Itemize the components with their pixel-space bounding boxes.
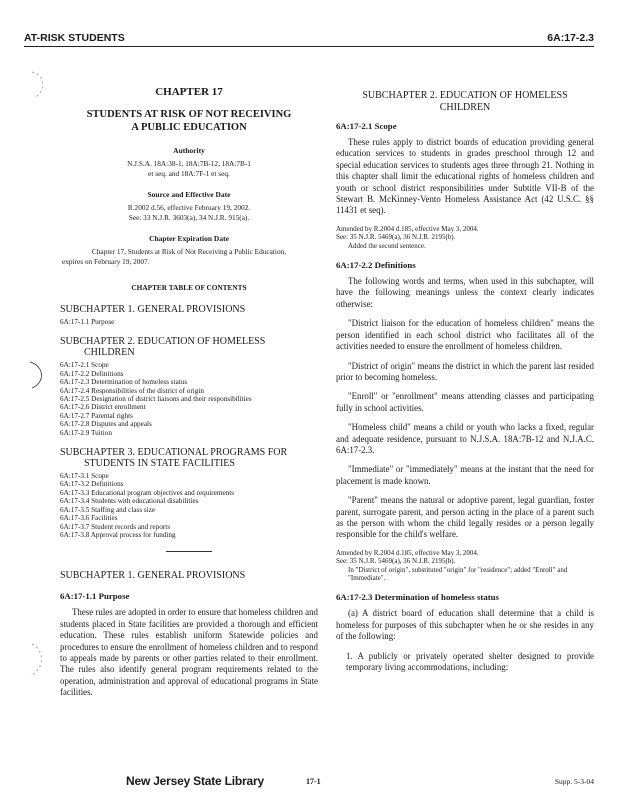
supplement-date: Supp. 5-3-04 — [554, 777, 594, 786]
definitions-list — [336, 318, 594, 541]
toc-subchapter-2-list — [60, 361, 318, 437]
library-watermark: New Jersey State Library — [126, 774, 264, 788]
subchapter-2-heading-line: CHILDREN — [439, 101, 491, 113]
page-number: 17-1 — [306, 777, 321, 786]
toc-entry[interactable]: 6A:17-3.6 Facilities — [60, 514, 118, 523]
toc-entry[interactable]: 6A:17-2.7 Parental rights — [60, 411, 133, 420]
toc-entry[interactable]: 6A:17-2.2 Definitions — [60, 369, 124, 378]
toc-entry[interactable]: 6A:17-3.2 Definitions — [60, 480, 124, 489]
page-footer — [24, 774, 594, 790]
history-note-line: See: 35 N.J.R. 5469(a), 36 N.J.R. 2195(b). — [336, 233, 456, 242]
toc-subchapter-1-title: SUBCHAPTER 1. GENERAL PROVISIONS — [60, 304, 246, 315]
running-header-title: AT-RISK STUDENTS — [24, 32, 125, 44]
left-column — [60, 76, 318, 707]
binder-hole-mark — [26, 358, 52, 390]
section-2-2-intro: The following words and terms, when used in this subchapter, will have the following meanings unless the context clearly indicates otherwise: — [336, 276, 594, 309]
toc-entry[interactable]: 6A:17-3.1 Scope — [60, 472, 109, 481]
source-text — [60, 203, 318, 223]
authority-line: N.J.S.A. 18A:38-1, 18A:7B-12, 18A:7B-1 — [127, 159, 251, 168]
toc-entry[interactable]: 6A:17-2.3 Determination of homeless status — [60, 378, 188, 387]
section-2-1-text: These rules apply to district boards of education providing general education services to students in grades preschool through 12 and special education services to students ages three through 21. Nothing in this chapter shall limit the educational rights of homeless children and youth or school district responsibilities under Subtitle VII-B of the Stewart B. McKinney-Vento Homeless Assistance Act (42 U.S.C. §§ 11431 et seq). — [336, 137, 594, 216]
authority-line: et seq. and 18A:7F-1 et seq. — [148, 169, 230, 178]
section-2-3-text: (a) A district board of education shall determine that a child is homeless for purposes of this subchapter when he or she resides in any of the following: — [336, 608, 594, 642]
source-line: See: 33 N.J.R. 3603(a), 34 N.J.R. 915(a). — [128, 213, 250, 222]
section-1-1-text: These rules are adopted in order to ensure that homeless children and students placed in State facilities are provided a thorough and efficient education. These rules establish uniform Statewide policies and procedures to ensure the enrollment of homeless children and to respond to appeals made by parents or other parties related to their enrollment. The rules also identify general program requirements related to the operation, administration and approval of educational programs in State facilities. — [60, 607, 318, 698]
toc-subchapter-2-title-line: CHILDREN — [84, 347, 135, 359]
running-header — [24, 30, 594, 47]
definition: "District of origin" means the district in which the parent last resided prior to becoming homeless. — [336, 360, 594, 382]
toc-entry[interactable]: 6A:17-3.7 Student records and reports — [60, 522, 170, 531]
toc-subchapter-3-title-line: SUBCHAPTER 3. EDUCATIONAL PROGRAMS FOR — [60, 447, 288, 459]
authority-text — [60, 159, 318, 179]
section-2-3-item-1: 1. A publicly or privately operated shelter designed to provide temporary living accommodations, including: — [346, 650, 594, 673]
history-note-line: In "District of origin", substituted "origin" for "residence"; added "Enroll" and "Immediate". — [348, 565, 568, 582]
toc-entry[interactable]: 6A:17-3.5 Staffing and class size — [60, 505, 156, 514]
toc-entry[interactable]: 6A:17-2.8 Disputes and appeals — [60, 420, 152, 429]
section-2-2-heading: 6A:17-2.2 Definitions — [336, 260, 416, 271]
expiration-text — [60, 247, 318, 267]
expiration-heading: Chapter Expiration Date — [149, 234, 229, 243]
chapter-title — [60, 108, 318, 134]
toc-entry[interactable]: 6A:17-3.4 Students with educational disabilities — [60, 497, 199, 506]
toc-entry[interactable]: 6A:17-3.8 Approval process for funding — [60, 530, 176, 539]
running-header-section: 6A:17-2.3 — [547, 32, 594, 44]
toc-entry[interactable]: 6A:17-3.3 Educational program objectives and requirements — [60, 488, 235, 497]
toc-entry[interactable]: 6A:17-2.6 District enrollment — [60, 403, 146, 412]
toc-heading: CHAPTER TABLE OF CONTENTS — [131, 283, 247, 292]
toc-subchapter-3-title-line: STUDENTS IN STATE FACILITIES — [84, 458, 235, 470]
definition: "District liaison for the education of homeless children" means the person identified in each school district who facilitates all of the activities needed to ensure the enrollment of homeless children. — [336, 318, 594, 352]
toc-subchapter-3-list — [60, 472, 318, 539]
source-heading: Source and Effective Date — [147, 190, 231, 199]
history-note-line: Amended by R.2004 d.185, effective May 3, 2004. — [336, 548, 479, 557]
history-note-line: See: 35 N.J.R. 5469(a), 36 N.J.R. 2195(b). — [336, 557, 456, 566]
toc-entry[interactable]: 6A:17-2.1 Scope — [60, 361, 109, 370]
definition: "Enroll" or "enrollment" means attending classes and participating fully in school activities. — [336, 391, 594, 413]
toc-subchapter-2-title — [60, 336, 318, 358]
section-divider — [166, 551, 212, 552]
subchapter-2-heading — [336, 90, 594, 113]
chapter-title-line: STUDENTS AT RISK OF NOT RECEIVING — [86, 109, 292, 120]
toc-entry[interactable]: 6A:17-2.5 Designation of district liaisons and their responsibilities — [60, 395, 252, 404]
section-2-1-heading: 6A:17-2.1 Scope — [336, 121, 397, 131]
toc-subchapter-1-list — [60, 318, 318, 326]
chapter-title-line: A PUBLIC EDUCATION — [131, 122, 247, 133]
chapter-number: CHAPTER 17 — [155, 86, 223, 98]
toc-subchapter-2-title-line: SUBCHAPTER 2. EDUCATION OF HOMELESS — [60, 336, 266, 348]
definition: "Homeless child" means a child or youth who lacks a fixed, regular and adequate residence, pursuant to N.J.S.A. 18A:7B-12 and N.J.A.C. 6A:17-2.3. — [336, 422, 594, 455]
history-note-line: Amended by R.2004 d.185, effective May 3, 2004. — [336, 224, 479, 233]
authority-heading: Authority — [173, 146, 205, 155]
history-note-line: Added the second sentence. — [348, 241, 426, 250]
section-2-1-history-note — [336, 225, 594, 250]
toc-entry[interactable]: 6A:17-2.4 Responsibilities of the district of origin — [60, 386, 204, 395]
toc-entry[interactable]: 6A:17-2.9 Tuition — [60, 428, 112, 437]
section-2-3-heading: 6A:17-2.3 Determination of homeless status — [336, 592, 499, 603]
section-2-2-history-note — [336, 549, 594, 583]
definition: "Immediate" or "immediately" means at the instant that the need for placement is made known. — [336, 464, 594, 486]
source-line: R.2002 d.56, effective February 19, 2002. — [127, 203, 251, 212]
expiration-line: Chapter 17, Students at Risk of Not Receiving a Public Education, — [91, 247, 287, 256]
binder-hole-mark — [28, 70, 52, 100]
toc-subchapter-3-title — [60, 447, 318, 469]
subchapter-2-heading-line: SUBCHAPTER 2. EDUCATION OF HOMELESS — [362, 90, 568, 101]
expiration-line: expires on February 19, 2007. — [62, 257, 150, 266]
binder-hole-mark — [26, 642, 52, 678]
toc-entry[interactable]: 6A:17-1.1 Purpose — [60, 318, 115, 326]
section-1-1-heading: 6A:17-1.1 Purpose — [60, 591, 130, 602]
definition: "Parent" means the natural or adoptive parent, legal guardian, foster parent, surrogate parent, and person acting in the place of a parent such as the person with whom the child legally resides or a person legally responsible for the child's welfare. — [336, 495, 594, 540]
right-column — [336, 90, 594, 681]
subchapter-1-heading: SUBCHAPTER 1. GENERAL PROVISIONS — [60, 570, 246, 582]
